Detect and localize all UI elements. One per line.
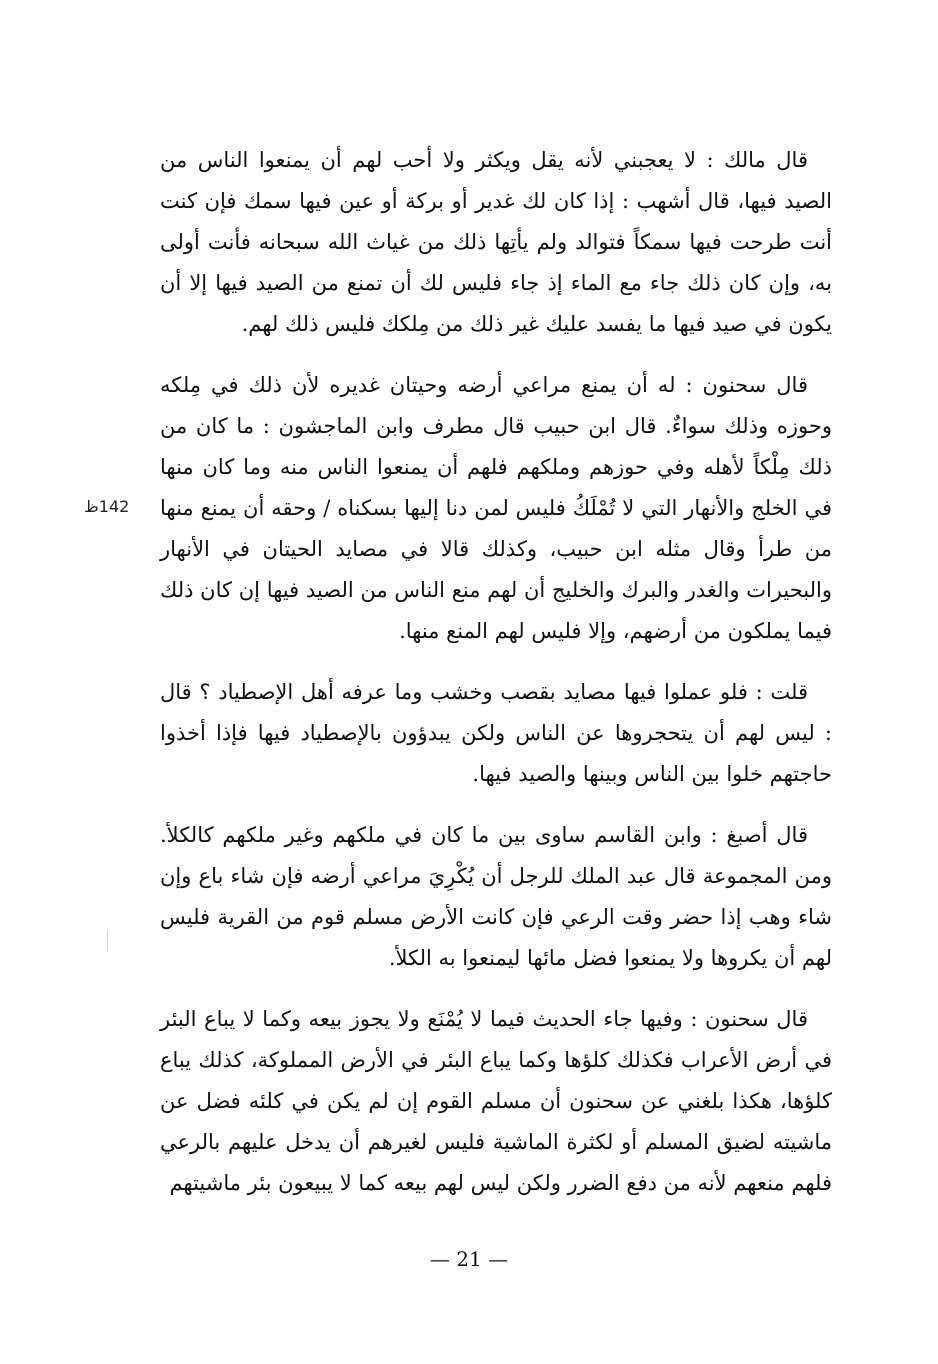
paragraph-asbagh: قال أصبغ : وابن القاسم ساوى بين ما كان في ملكهم وغير ملكهم كالكلأ. ومن المجموعة قال عبد الملك للرجل أن يُكْرِيَ مراعي أرضه فإن شاء باع وإن شاء وهب إذا حضر وقت الرعي فإن كانت الأرض مسلم قوم من القرية فليس لهم أن يكروها ولا يمنعوا فضل مائها ليمنعوا به الكلأ. [160,823,832,970]
paragraph-sahnun-grazing: قال سحنون : له أن يمنع مراعي أرضه وحيتان غديره لأن ذلك في مِلكه وحوزه وذلك سواءٌ. قال ابن حبيب قال مطرف وابن الماجشون : ما كان من ذلك مِلْكاً لأهله وفي حوزهم وملكهم فلهم أن يمنعوا الناس منه وما كان منها في الخلج والأنهار التي لا تُمْلَكُ فليس لمن دنا إليها بسكناه / وحقه أن يمنع منها من طرأ وقال مثله ابن حبيب، وكذلك قالا في مصايد الحيتان في الأنهار والبحيرات والغدر والبرك والخليج أن لهم منع الناس من الصيد فيها إن كان ذلك فيما يملكون من أرضهم، وإلا فليس لهم المنع منها. [160,373,832,643]
scan-edge-line [107,930,108,952]
page-number: — 21 — [429,1247,509,1271]
body-text [160,140,832,1224]
paragraph-sahnun-hadith: قال سحنون : وفيها جاء الحديث فيما لا يُمْنَع ولا يجوز بيعه وكما لا يباع البئر في أرض الأعراب فكذلك كلؤها وكما يباع البئر في الأرض المملوكة، كذلك يباع كلؤها، هكذا بلغني عن سحنون أن مسلم القوم إن لم يكن في كلئه فضل عن ماشيته لضيق المسلم أو لكثرة الماشية فليس لغيرهم أن يدخل عليهم بالرعي فلهم منعهم لأنه من دفع الضرر ولكن ليس لهم بيعه كما لا يبيعون بئر ماشيتهم [160,1007,832,1195]
paragraph-fishing-traps: قلت : فلو عملوا فيها مصايد بقصب وخشب وما عرفه أهل الإصطياد ؟ قال : ليس لهم أن يتحجروها عن الناس ولكن يبدؤون بالإصطياد فيها فإذا أخذوا حاجتهم خلوا بين الناس وبينها والصيد فيها. [160,680,832,786]
manuscript-folio-note: 142ظ [84,497,130,516]
paragraph-malik: قال مالك : لا يعجبني لأنه يقل ويكثر ولا أحب لهم أن يمنعوا الناس من الصيد فيها، قال أشهب : إذا كان لك غدير أو بركة أو عين فيها سمك فإن كنت أنت طرحت فيها سمكاً فتوالد ولم يأتِها ذلك من غياث الله سبحانه فأنت أولى به، وإن كان ذلك جاء مع الماء إذ جاء فليس لك أن تمنع من الصيد فيها إلا أن يكون في صيد فيها ما يفسد عليك غير ذلك من مِلكك فليس ذلك لهم. [160,148,832,336]
